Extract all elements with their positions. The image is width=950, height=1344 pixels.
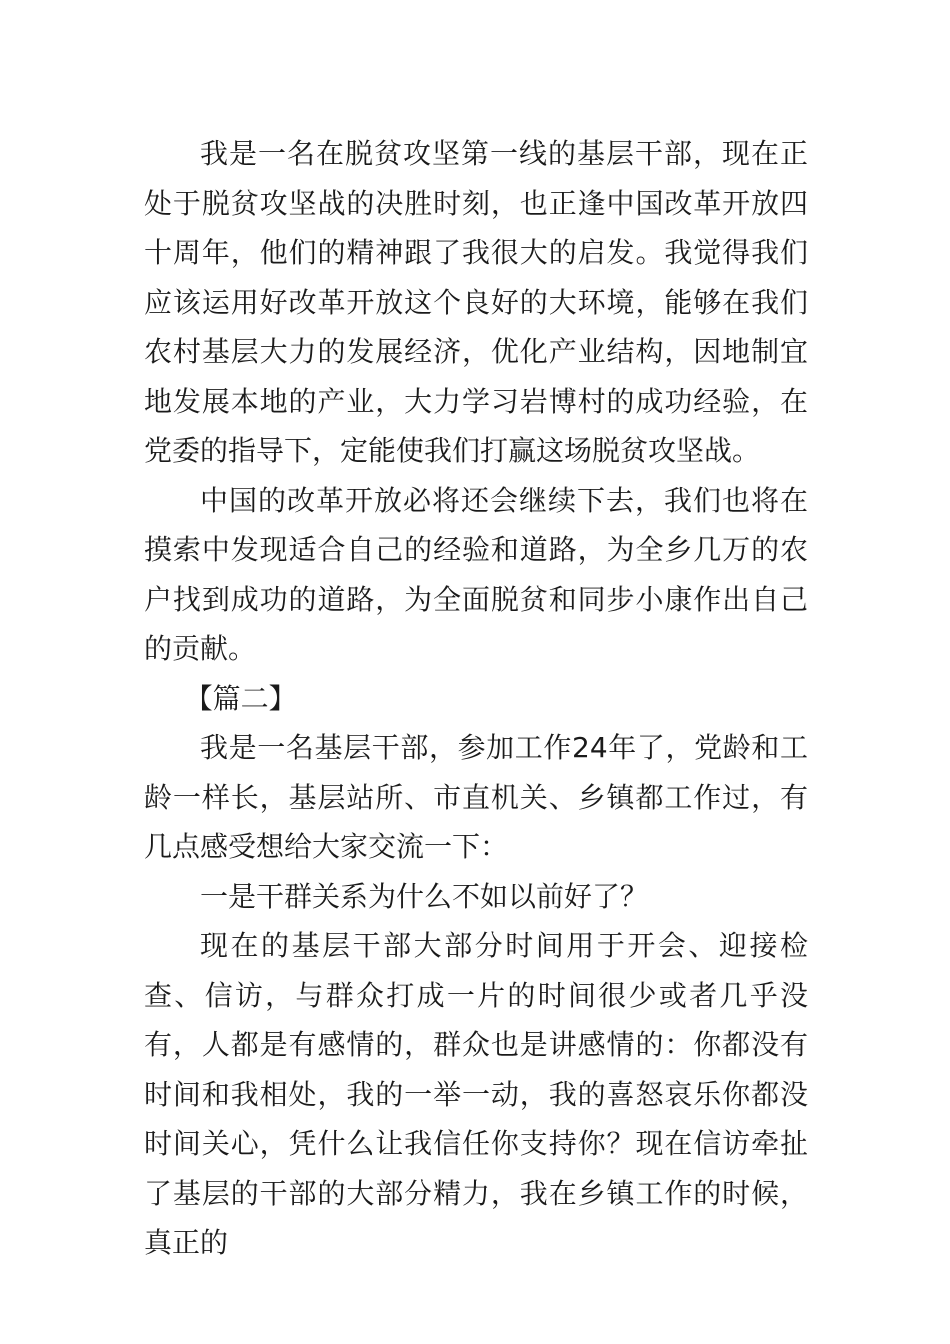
paragraph-cadre-time-usage: 现在的基层干部大部分时间用于开会、迎接检查、信访，与群众打成一片的时间很少或者几乎没有，人都是有感情的，群众也是讲感情的：你都没有时间和我相处，我的一举一动，我的喜怒哀乐你都没时间关心，凭什么让我信任你支持你？现在信访牵扯了基层的干部的大部分精力，我在乡镇工作的时候，真正的 bbox=[144, 929, 808, 1259]
section-heading-part-two: 【篇二】 bbox=[184, 681, 297, 715]
paragraph-grassroots-cadre-intro: 我是一名基层干部，参加工作24年了，党龄和工龄一样长，基层站所、市直机关、乡镇都工作过，有几点感受想给大家交流一下： bbox=[144, 731, 808, 863]
document-body bbox=[144, 129, 808, 1268]
paragraph-poverty-alleviation: 我是一名在脱贫攻坚第一线的基层干部，现在正处于脱贫攻坚战的决胜时刻，也正逢中国改革开放四十周年，他们的精神跟了我很大的启发。我觉得我们应该运用好改革开放这个良好的大环境，能够在我们农村基层大力的发展经济，优化产业结构，因地制宜地发展本地的产业，大力学习岩博村的成功经验，在党委的指导下，定能使我们打赢这场脱贫攻坚战。 bbox=[144, 137, 808, 467]
paragraph-point-one-question: 一是干群关系为什么不如以前好了？ bbox=[200, 879, 649, 913]
paragraph-reform-continues: 中国的改革开放必将还会继续下去，我们也将在摸索中发现适合自己的经验和道路，为全乡几万的农户找到成功的道路，为全面脱贫和同步小康作出自己的贡献。 bbox=[144, 483, 808, 665]
